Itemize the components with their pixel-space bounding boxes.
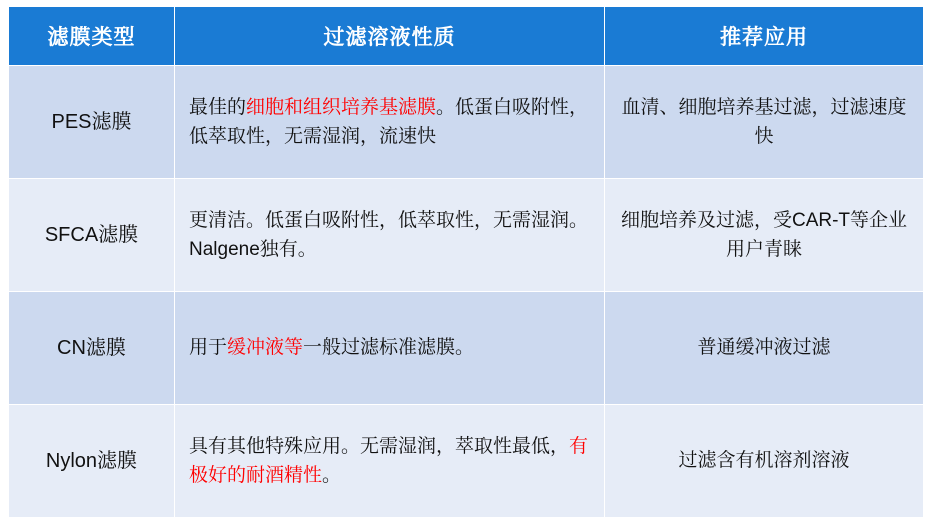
highlighted-text: 有极好的耐酒精性 (189, 435, 589, 486)
text-segment: 用于 (189, 337, 228, 359)
cell-membrane-type: PES滤膜 (9, 66, 175, 179)
text-segment: 。 (322, 465, 342, 486)
table-row (9, 66, 924, 179)
cell-membrane-type: Nylon滤膜 (9, 405, 175, 518)
header-cell-membrane-type: 滤膜类型 (9, 7, 175, 66)
table-row (9, 292, 924, 405)
text-segment: 。低蛋白吸附性，低萃取性，无需湿润，流速快 (189, 96, 589, 147)
membrane-comparison-table (8, 6, 924, 518)
text-segment: 具有其他特殊应用。无需湿润，萃取性最低， (189, 435, 570, 457)
header-cell-recommended-applications: 推荐应用 (605, 7, 924, 66)
header-row (9, 7, 924, 66)
cell-solution-properties (175, 66, 605, 179)
table-header (9, 7, 924, 66)
highlighted-text: 缓冲液等 (227, 337, 304, 359)
cell-solution-properties (175, 405, 605, 518)
text-segment: 一般过滤标准滤膜。 (303, 337, 475, 359)
cell-recommended-applications: 过滤含有机溶剂溶液 (605, 405, 924, 518)
table-row (9, 405, 924, 518)
header-cell-solution-properties: 过滤溶液性质 (175, 7, 605, 66)
cell-solution-properties (175, 292, 605, 405)
text-segment: 更清洁。低蛋白吸附性，低萃取性，无需湿润。Nalgene独有。 (189, 209, 589, 260)
table-row (9, 179, 924, 292)
cell-recommended-applications: 普通缓冲液过滤 (605, 292, 924, 405)
table-body (9, 66, 924, 518)
cell-membrane-type: SFCA滤膜 (9, 179, 175, 292)
highlighted-text: 细胞和组织培养基滤膜 (246, 96, 437, 118)
cell-recommended-applications: 细胞培养及过滤，受CAR-T等企业用户青睐 (605, 179, 924, 292)
cell-recommended-applications: 血清、细胞培养基过滤，过滤速度快 (605, 66, 924, 179)
text-segment: 最佳的 (189, 96, 247, 118)
cell-solution-properties (175, 179, 605, 292)
cell-membrane-type: CN滤膜 (9, 292, 175, 405)
